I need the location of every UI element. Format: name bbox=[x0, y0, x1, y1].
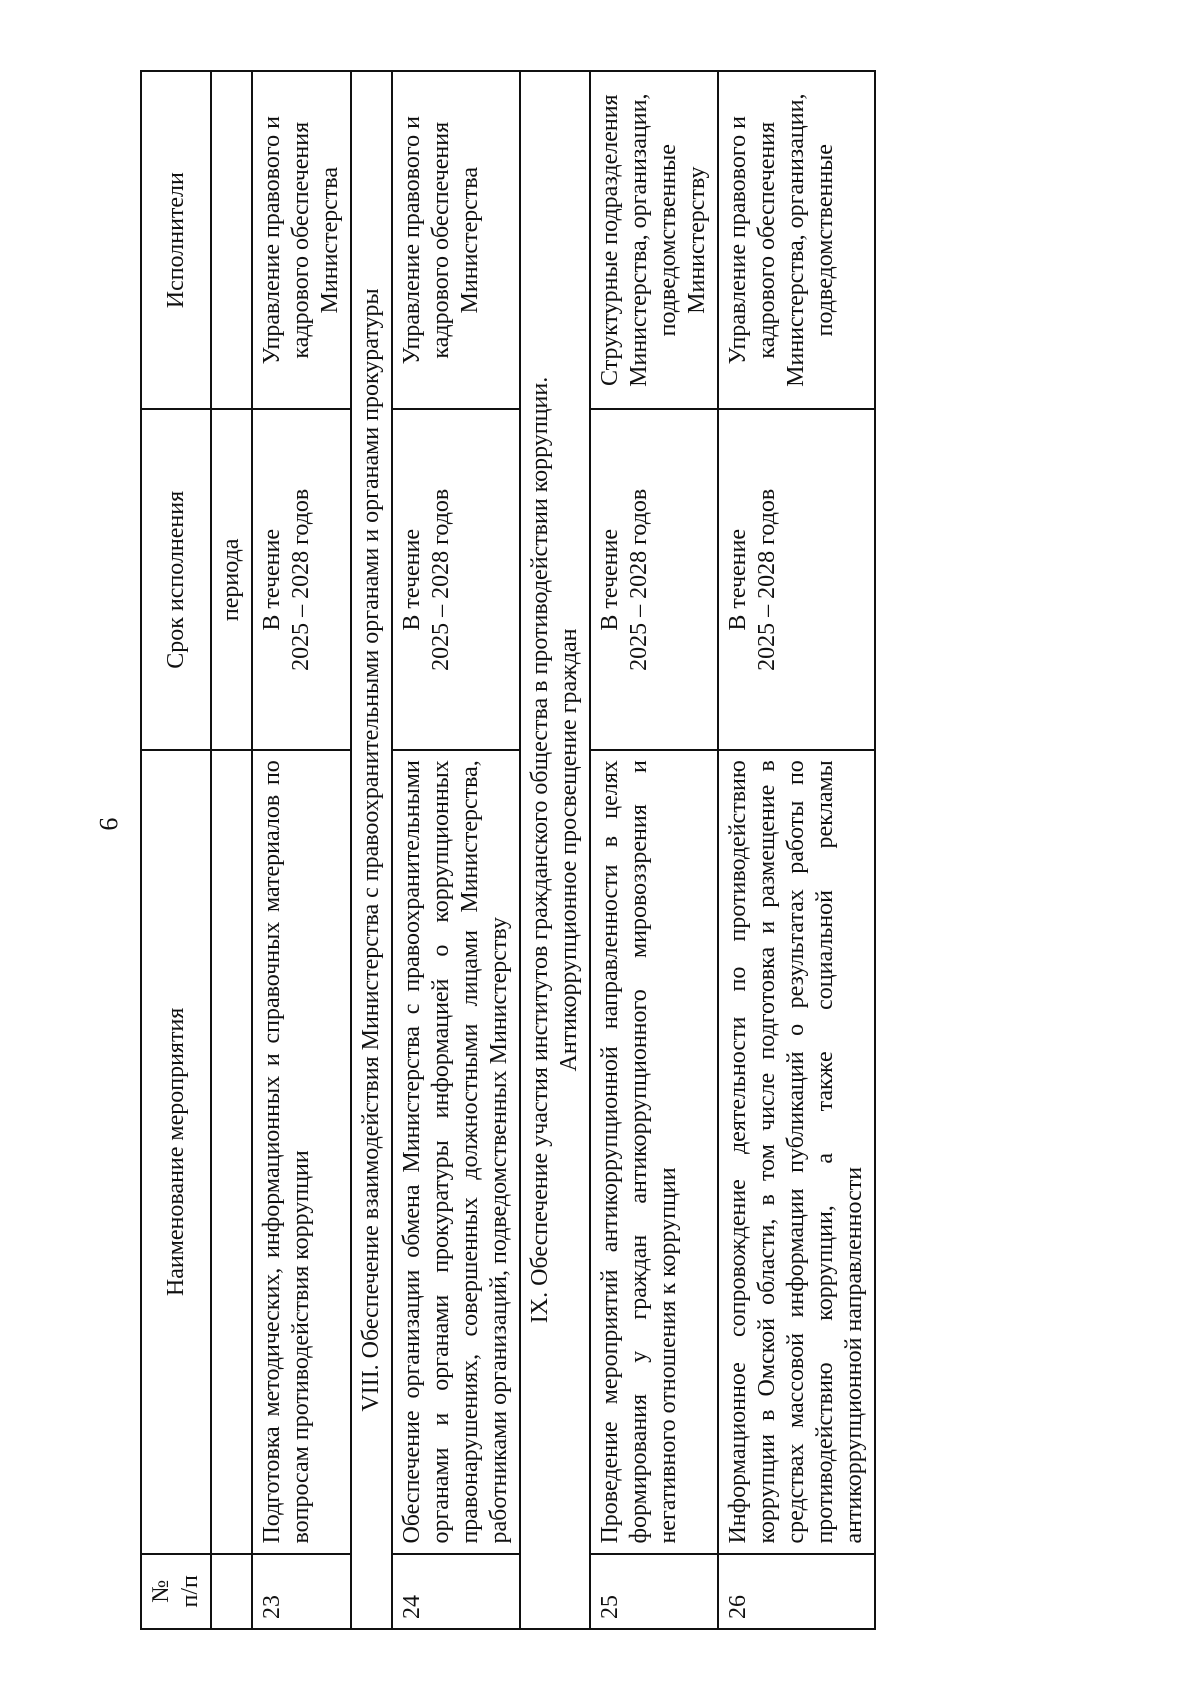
table-header-row bbox=[141, 71, 211, 1629]
header-name: Наименование мероприятия bbox=[141, 750, 211, 1553]
section-title-ix bbox=[520, 71, 590, 1629]
header-exec: Исполнители bbox=[141, 71, 211, 409]
table-row bbox=[252, 71, 351, 1629]
cell-num: 24 bbox=[392, 1554, 520, 1629]
cell-name: Обеспечение организации обмена Министерства с правоохранительными органами и органами прокуратуры информацией о коррупционных правонарушениях, совершенных должностными лицами Министерства, работниками организаций, подведомственных Министерству bbox=[392, 750, 520, 1553]
header-num bbox=[141, 1554, 211, 1629]
cell-num: 25 bbox=[590, 1554, 718, 1629]
section-title-viii: VIII. Обеспечение взаимодействия Министерства с правоохранительными органами и органами прокуратуры bbox=[351, 71, 392, 1629]
term-line1: В течение bbox=[259, 528, 285, 631]
cell-exec: Структурные подразделения Министерства, организации, подведомственные Министерству bbox=[590, 71, 718, 409]
header-num-line1: № bbox=[148, 1579, 174, 1603]
cell-term bbox=[392, 409, 520, 750]
cell-num: 26 bbox=[718, 1554, 875, 1629]
cell-name: Подготовка методических, информационных и справочных материалов по вопросам противодействия коррупции bbox=[252, 750, 351, 1553]
term-line1: В течение bbox=[597, 528, 623, 631]
cell-num: 23 bbox=[252, 1554, 351, 1629]
section-row-ix bbox=[520, 71, 590, 1629]
rotated-plan-table-sheet bbox=[140, 70, 1140, 1630]
cell-term bbox=[590, 409, 718, 750]
table-row-carry-over bbox=[211, 71, 252, 1629]
cell-exec: Управление правового и кадрового обеспечения Министерства, организации, подведомственные bbox=[718, 71, 875, 409]
cell-exec: Управление правового и кадрового обеспечения Министерства bbox=[252, 71, 351, 409]
cell-term: периода bbox=[211, 409, 252, 750]
header-num-line2: п/п bbox=[177, 1575, 203, 1608]
term-line1: В течение bbox=[725, 528, 751, 631]
cell-term bbox=[718, 409, 875, 750]
cell-name bbox=[211, 750, 252, 1553]
section-ix-line1: IX. Обеспечение участия институтов гражданского общества в противодействии коррупции. bbox=[527, 376, 553, 1324]
cell-exec: Управление правового и кадрового обеспечения Министерства bbox=[392, 71, 520, 409]
term-line2: 2025 – 2028 годов bbox=[428, 488, 454, 671]
cell-exec bbox=[211, 71, 252, 409]
anticorruption-plan-table bbox=[140, 70, 876, 1630]
cell-term bbox=[252, 409, 351, 750]
term-line2: 2025 – 2028 годов bbox=[288, 488, 314, 671]
term-line2: 2025 – 2028 годов bbox=[754, 488, 780, 671]
section-ix-line2: Антикоррупционное просвещение граждан bbox=[556, 628, 582, 1072]
table-row bbox=[392, 71, 520, 1629]
cell-num bbox=[211, 1554, 252, 1629]
section-row-viii bbox=[351, 71, 392, 1629]
table-row bbox=[590, 71, 718, 1629]
term-line2: 2025 – 2028 годов bbox=[626, 488, 652, 671]
table-row bbox=[718, 71, 875, 1629]
cell-name: Проведение мероприятий антикоррупционной направленности в целях формирования у граждан антикоррупционного мировоззрения и негативного отношения к коррупции bbox=[590, 750, 718, 1553]
header-term: Срок исполнения bbox=[141, 409, 211, 750]
term-line1: В течение bbox=[399, 528, 425, 631]
page-number: 9 bbox=[94, 817, 123, 831]
cell-name: Информационное сопровождение деятельности по противодействию коррупции в Омской области, в том числе подготовка и размещение в средствах массовой информации публикаций о результатах работы по противодействию коррупции, а также социальной рекламы антикоррупционной направленности bbox=[718, 750, 875, 1553]
